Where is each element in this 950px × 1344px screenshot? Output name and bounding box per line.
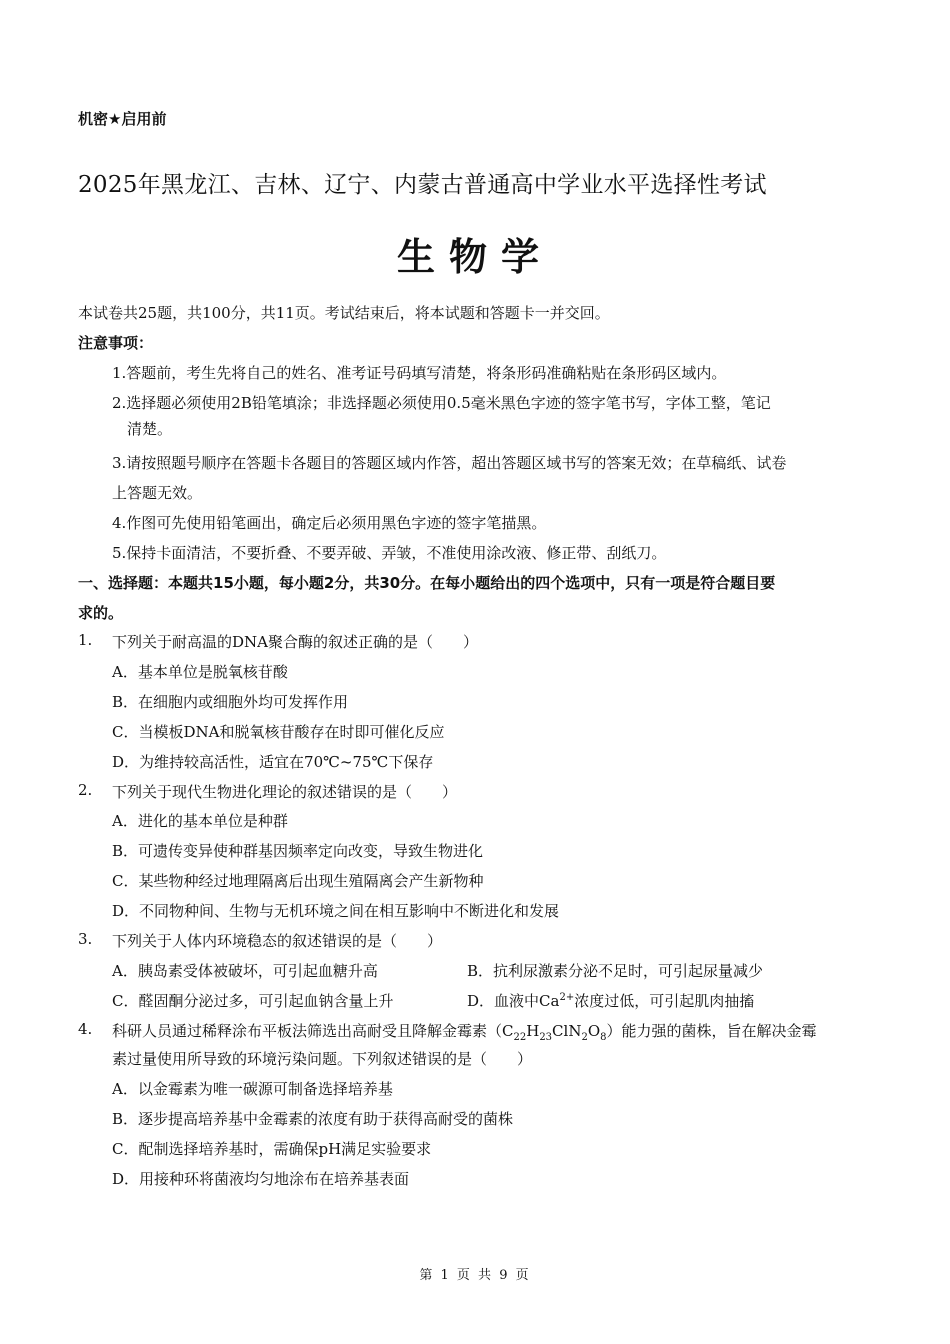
subject-title: 生物学 xyxy=(396,235,553,279)
confidential-label: 机密★启用前 xyxy=(78,110,167,128)
question-3-stem: 下列关于人体内环境稳态的叙述错误的是（ ） xyxy=(112,932,443,950)
question-4-number: 4. xyxy=(78,1020,93,1038)
question-1-stem: 下列关于耐高温的DNA聚合酶的叙述正确的是（ ） xyxy=(112,633,478,651)
question-4-option-b: B．逐步提高培养基中金霉素的浓度有助于获得高耐受的菌株 xyxy=(112,1110,514,1128)
formula-cln: ClN xyxy=(552,1022,582,1040)
question-2-option-c: C．某些物种经过地理隔离后出现生殖隔离会产生新物种 xyxy=(112,872,484,890)
question-1-option-c: C．当模板DNA和脱氧核苷酸存在时即可催化反应 xyxy=(112,723,445,741)
question-3-option-a: A．胰岛素受体被破坏，可引起血糖升高 xyxy=(112,962,378,980)
section-heading-cont: 求的。 xyxy=(78,604,124,622)
stem-pre: 科研人员通过稀释涂布平板法筛选出高耐受且降解金霉素（C xyxy=(112,1022,514,1040)
section-heading: 一、选择题：本题共15小题，每小题2分，共30分。在每小题给出的四个选项中，只有一项是符合题目要 xyxy=(78,574,776,592)
formula-n-count: 2 xyxy=(581,1032,588,1043)
formula-c-count: 22 xyxy=(513,1032,527,1043)
question-2-option-a: A．进化的基本单位是种群 xyxy=(112,812,288,830)
formula-h-count: 23 xyxy=(539,1032,553,1043)
formula-o-count: 8 xyxy=(600,1032,607,1043)
question-1-option-d: D．为维持较高活性，适宜在70℃~75℃下保存 xyxy=(112,753,434,771)
question-1-option-b: B．在细胞内或细胞外均可发挥作用 xyxy=(112,693,349,711)
option-d-text-pre: D．血液中Ca xyxy=(467,992,560,1010)
notice-item-2-cont: 清楚。 xyxy=(127,420,173,438)
question-3-option-d xyxy=(467,990,754,1011)
question-4-option-a: A．以金霉素为唯一碳源可制备选择培养基 xyxy=(112,1080,393,1098)
question-3-option-c: C．醛固酮分泌过多，可引起血钠含量上升 xyxy=(112,992,394,1010)
question-1-number: 1. xyxy=(78,631,93,649)
notice-item-5: 5.保持卡面清洁，不要折叠、不要弄破、弄皱，不准使用涂改液、修正带、刮纸刀。 xyxy=(112,544,667,562)
question-3-number: 3. xyxy=(78,930,93,948)
question-3-option-b: B．抗利尿激素分泌不足时，可引起尿量减少 xyxy=(467,962,764,980)
notice-item-2: 2.选择题必须使用2B铅笔填涂；非选择题必须使用0.5毫米黑色字迹的签字笔书写，字体工整，笔记 xyxy=(112,394,771,412)
question-4-option-d: D．用接种环将菌液均匀地涂布在培养基表面 xyxy=(112,1170,410,1188)
intro-text: 本试卷共25题，共100分，共11页。考试结束后，将本试题和答题卡一并交回。 xyxy=(78,304,610,322)
question-2-option-b: B．可遗传变异使种群基因频率定向改变，导致生物进化 xyxy=(112,842,484,860)
question-4-stem-cont: 素过量使用所导致的环境污染问题。下列叙述错误的是（ ） xyxy=(112,1050,533,1068)
option-d-text-post: 浓度过低，可引起肌肉抽搐 xyxy=(574,992,755,1010)
calcium-charge: 2+ xyxy=(559,992,575,1003)
stem-post: ）能力强的菌株，旨在解决金霉 xyxy=(606,1022,817,1040)
notice-item-4: 4.作图可先使用铅笔画出，确定后必须用黑色字迹的签字笔描黑。 xyxy=(112,514,547,532)
question-2-option-d: D．不同物种间、生物与无机环境之间在相互影响中不断进化和发展 xyxy=(112,902,560,920)
question-2-stem: 下列关于现代生物进化理论的叙述错误的是（ ） xyxy=(112,783,458,801)
question-4-option-c: C．配制选择培养基时，需确保pH满足实验要求 xyxy=(112,1140,432,1158)
notice-item-1: 1.答题前，考生先将自己的姓名、准考证号码填写清楚，将条形码准确粘贴在条形码区域内。 xyxy=(112,364,727,382)
page-footer: 第 1 页 共 9 页 xyxy=(419,1268,531,1283)
exam-title: 2025年黑龙江、吉林、辽宁、内蒙古普通高中学业水平选择性考试 xyxy=(78,172,767,198)
question-2-number: 2. xyxy=(78,781,93,799)
notice-item-3: 3.请按照题号顺序在答题卡各题目的答题区域内作答，超出答题区域书写的答案无效；在草稿纸、试卷 xyxy=(112,454,787,472)
notice-item-3-cont: 上答题无效。 xyxy=(112,484,203,502)
formula-o: O xyxy=(587,1022,601,1040)
question-1-option-a: A．基本单位是脱氧核苷酸 xyxy=(112,663,288,681)
question-4-stem xyxy=(112,1020,817,1043)
notice-heading: 注意事项： xyxy=(78,334,154,352)
formula-h: H xyxy=(526,1022,540,1040)
